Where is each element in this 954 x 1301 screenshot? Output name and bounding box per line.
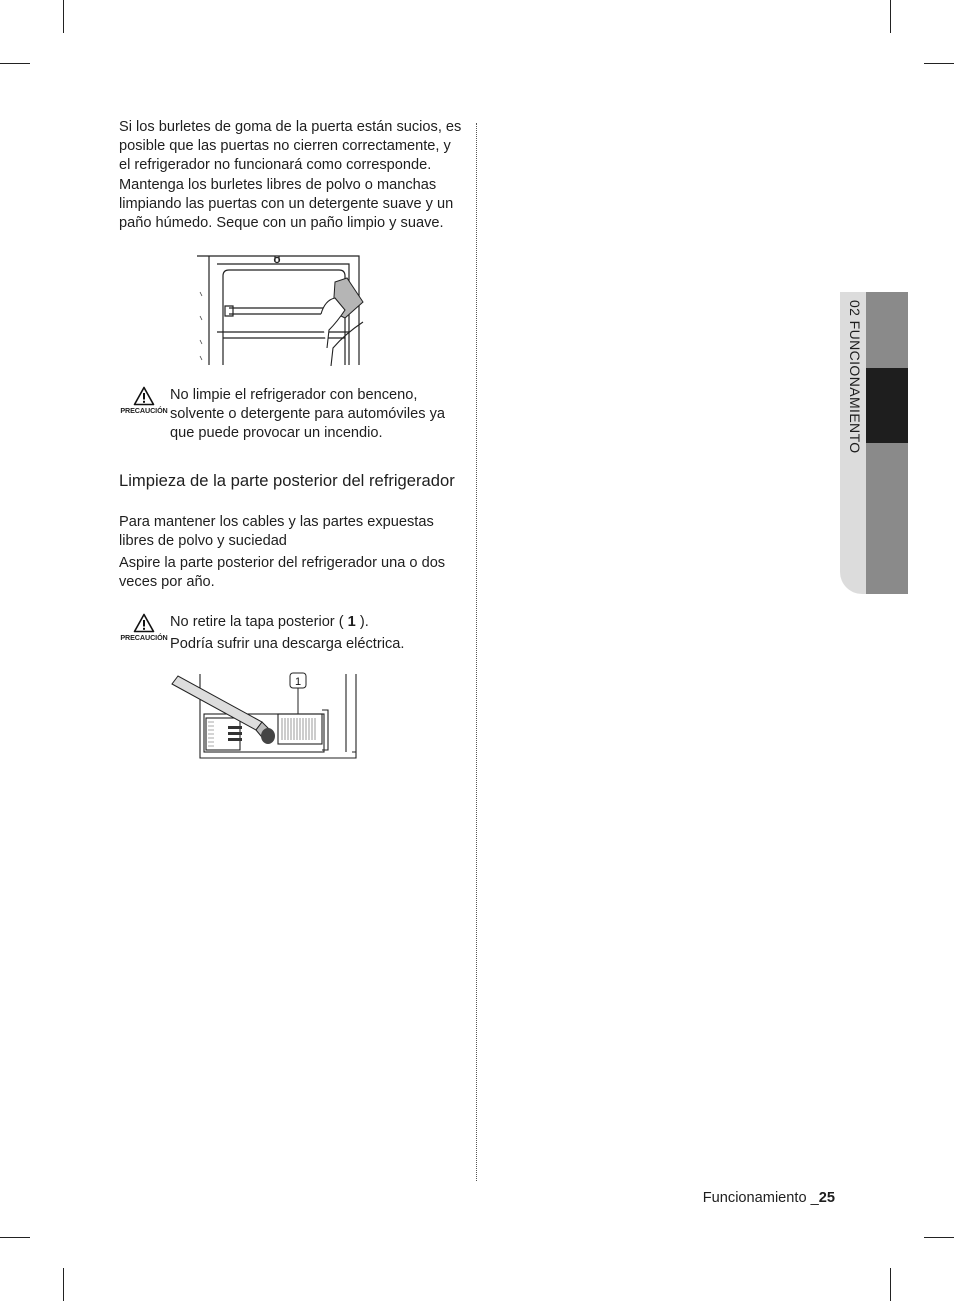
- chapter-tab-label: 02 FUNCIONAMIENTO: [847, 300, 863, 454]
- crop-mark: [924, 63, 954, 64]
- chapter-tab-active-marker: [866, 368, 908, 443]
- section-paragraph-1: Para mantener los cables y las partes expuestas libres de polvo y suciedad: [119, 514, 434, 550]
- crop-mark: [890, 0, 891, 33]
- crop-mark: [63, 1268, 64, 1301]
- intro-paragraph: Si los burletes de goma de la puerta están sucios, es posible que las puertas no cierren correctamente, y el refrigerador no funcionará como corresponde. Mantenga los burletes libres de polvo o manchas limpiando las puertas con un detergente suave y un paño húmedo. Seque con un paño limpio y suave.: [119, 119, 462, 232]
- crop-mark: [890, 1268, 891, 1301]
- page-number: 25: [818, 1190, 835, 1206]
- callout-number: 1: [294, 676, 302, 688]
- column-divider: [476, 123, 477, 1181]
- caution-badge: [119, 613, 169, 649]
- caution-text-line1-pre: No retire la tapa posterior (: [170, 614, 344, 630]
- section-paragraph-2: Aspire la parte posterior del refrigerador una o dos veces por año.: [119, 555, 446, 591]
- page-footer: [703, 1190, 835, 1206]
- footer-section: Funcionamiento _: [702, 1190, 819, 1206]
- caution-text: No limpie el refrigerador con benceno, solvente o detergente para automóviles ya que puede provocar un incendio.: [170, 387, 446, 442]
- crop-mark: [0, 63, 30, 64]
- chapter-tab-index: [866, 292, 908, 594]
- door-gasket-illustration: [195, 252, 365, 366]
- cover-callout-number: 1: [347, 614, 356, 630]
- crop-mark: [0, 1237, 30, 1238]
- crop-mark: [63, 0, 64, 33]
- crop-mark: [924, 1237, 954, 1238]
- caution-text-line1-post: ).: [359, 614, 369, 630]
- warning-triangle-icon: [133, 386, 155, 406]
- section-heading: Limpieza de la parte posterior del refrigerador: [119, 471, 455, 490]
- warning-triangle-icon: [133, 613, 155, 633]
- caution-label: PRECAUCIÓN: [120, 633, 168, 642]
- caution-text-line2: Podría sufrir una descarga eléctrica.: [170, 636, 405, 653]
- caution-label: PRECAUCIÓN: [120, 406, 168, 415]
- caution-badge: [119, 386, 169, 422]
- caution-text: [170, 613, 470, 654]
- rear-vacuum-illustration: [170, 670, 360, 762]
